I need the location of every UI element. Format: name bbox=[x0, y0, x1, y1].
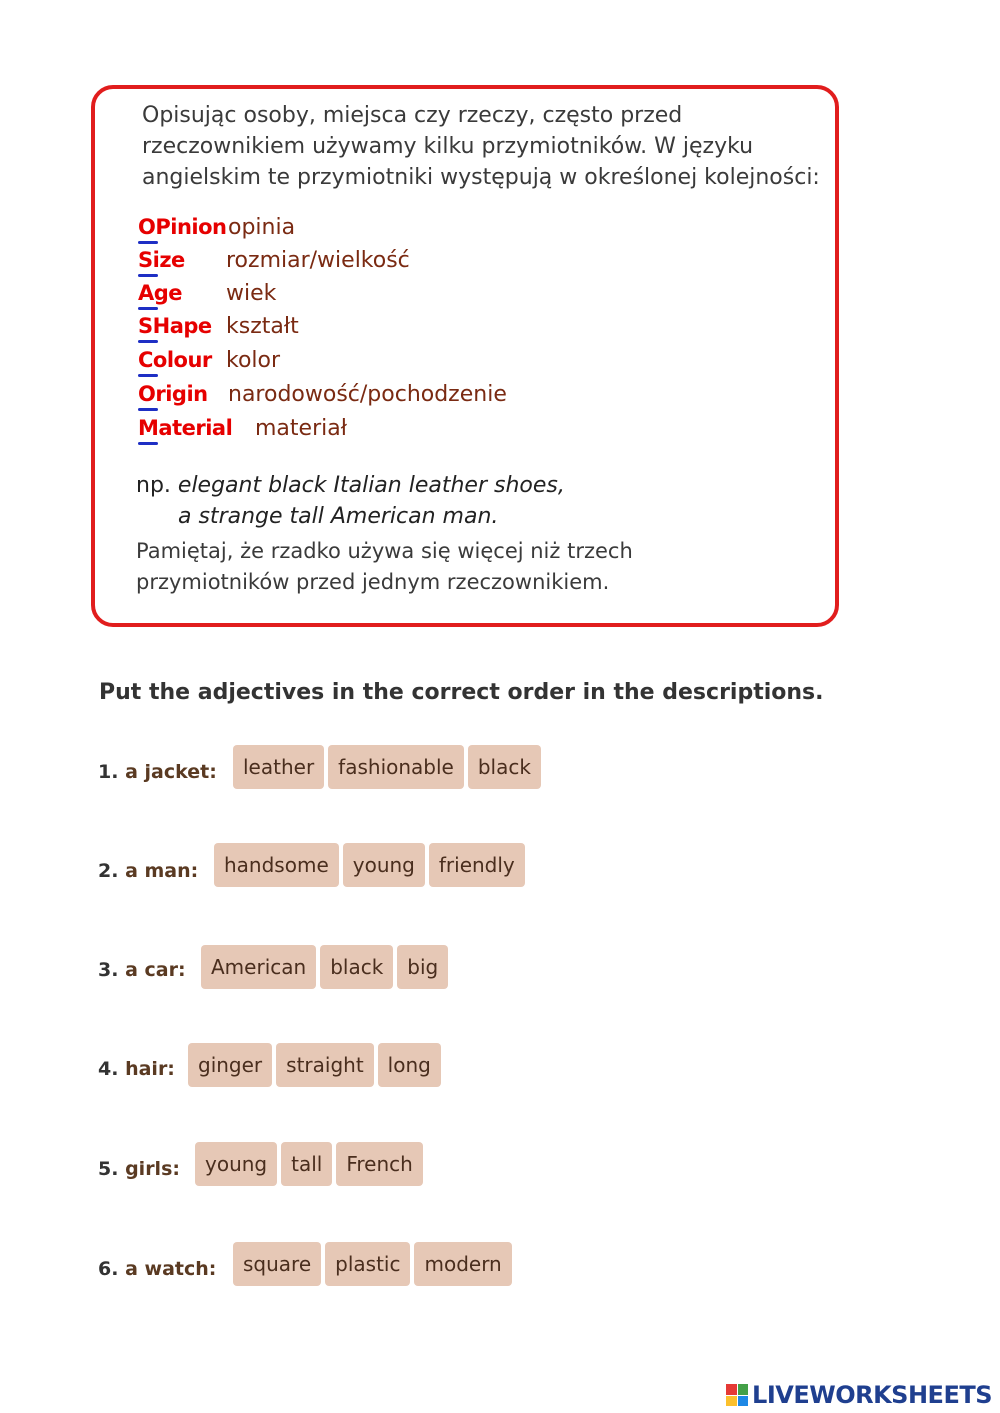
order-key: Colour bbox=[138, 348, 226, 372]
logo-icon bbox=[726, 1384, 748, 1406]
adjective-chip[interactable]: straight bbox=[276, 1043, 374, 1087]
adjective-chip[interactable]: black bbox=[468, 745, 541, 789]
order-translation: kształt bbox=[226, 313, 299, 339]
chip-group-5 bbox=[195, 1142, 423, 1186]
adjective-chip[interactable]: modern bbox=[414, 1242, 511, 1286]
order-translation: wiek bbox=[226, 280, 277, 306]
order-key: OPinion bbox=[138, 215, 228, 239]
grammar-intro: Opisując osoby, miejsca czy rzeczy, często przed rzeczownikiem używamy kilku przymiotników. W języku angielskim te przymiotniki występują w określonej kolejności: bbox=[142, 103, 820, 190]
chip-group-1 bbox=[233, 745, 541, 789]
order-key: Size bbox=[138, 248, 226, 272]
order-row-shape bbox=[138, 310, 299, 342]
adjective-chip[interactable]: American bbox=[201, 945, 316, 989]
example-sentence-2: a strange tall American man. bbox=[178, 504, 499, 529]
adjective-chip[interactable]: young bbox=[343, 843, 425, 887]
order-translation: kolor bbox=[226, 347, 281, 373]
order-row-opinion bbox=[138, 211, 295, 243]
order-key: Origin bbox=[138, 382, 228, 406]
adjective-chip[interactable]: big bbox=[397, 945, 448, 989]
example-sentence-1: elegant black Italian leather shoes, bbox=[177, 473, 565, 498]
adjective-chip[interactable]: plastic bbox=[325, 1242, 410, 1286]
exercise-label-5: 5. girls: bbox=[98, 1158, 180, 1180]
order-translation: narodowość/pochodzenie bbox=[228, 381, 507, 407]
adjective-chip[interactable]: tall bbox=[281, 1142, 332, 1186]
order-row-age bbox=[138, 277, 276, 309]
chip-group-6 bbox=[233, 1242, 512, 1286]
key-underline bbox=[138, 374, 158, 377]
order-key: Age bbox=[138, 281, 226, 305]
adjective-chip[interactable]: friendly bbox=[429, 843, 525, 887]
adjective-chip[interactable]: French bbox=[336, 1142, 422, 1186]
adjective-chip[interactable]: black bbox=[320, 945, 393, 989]
adjective-chip[interactable]: handsome bbox=[214, 843, 339, 887]
order-row-size bbox=[138, 244, 410, 276]
exercise-label-1: 1. a jacket: bbox=[98, 761, 217, 783]
order-translation: materiał bbox=[255, 415, 347, 441]
chip-group-4 bbox=[188, 1043, 441, 1087]
order-translation: opinia bbox=[228, 214, 296, 240]
key-underline bbox=[138, 408, 158, 411]
brand-text: LIVEWORKSHEETS bbox=[752, 1381, 992, 1409]
chip-group-3 bbox=[201, 945, 448, 989]
order-key: SHape bbox=[138, 314, 226, 338]
exercise-label-6: 6. a watch: bbox=[98, 1258, 217, 1280]
exercise-label-2: 2. a man: bbox=[98, 860, 199, 882]
exercise-label-4: 4. hair: bbox=[98, 1058, 175, 1080]
exercise-instruction: Put the adjectives in the correct order in the descriptions. bbox=[99, 680, 824, 705]
adjective-chip[interactable]: square bbox=[233, 1242, 321, 1286]
example-prefix: np. bbox=[136, 473, 171, 498]
adjective-chip[interactable]: fashionable bbox=[328, 745, 464, 789]
adjective-chip[interactable]: long bbox=[378, 1043, 441, 1087]
order-row-colour bbox=[138, 344, 280, 376]
key-underline bbox=[138, 442, 158, 445]
order-key: Material bbox=[138, 416, 255, 440]
adjective-chip[interactable]: ginger bbox=[188, 1043, 272, 1087]
exercise-label-3: 3. a car: bbox=[98, 959, 186, 981]
order-row-material bbox=[138, 412, 347, 444]
adjective-chip[interactable]: leather bbox=[233, 745, 324, 789]
liveworksheets-logo[interactable] bbox=[726, 1381, 992, 1409]
order-row-origin bbox=[138, 378, 507, 410]
key-underline bbox=[138, 340, 158, 343]
example-block bbox=[136, 470, 565, 532]
chip-group-2 bbox=[214, 843, 525, 887]
order-translation: rozmiar/wielkość bbox=[226, 247, 410, 273]
grammar-reminder: Pamiętaj, że rzadko używa się więcej niż trzech przymiotników przed jednym rzeczownikiem. bbox=[136, 539, 633, 594]
adjective-chip[interactable]: young bbox=[195, 1142, 277, 1186]
